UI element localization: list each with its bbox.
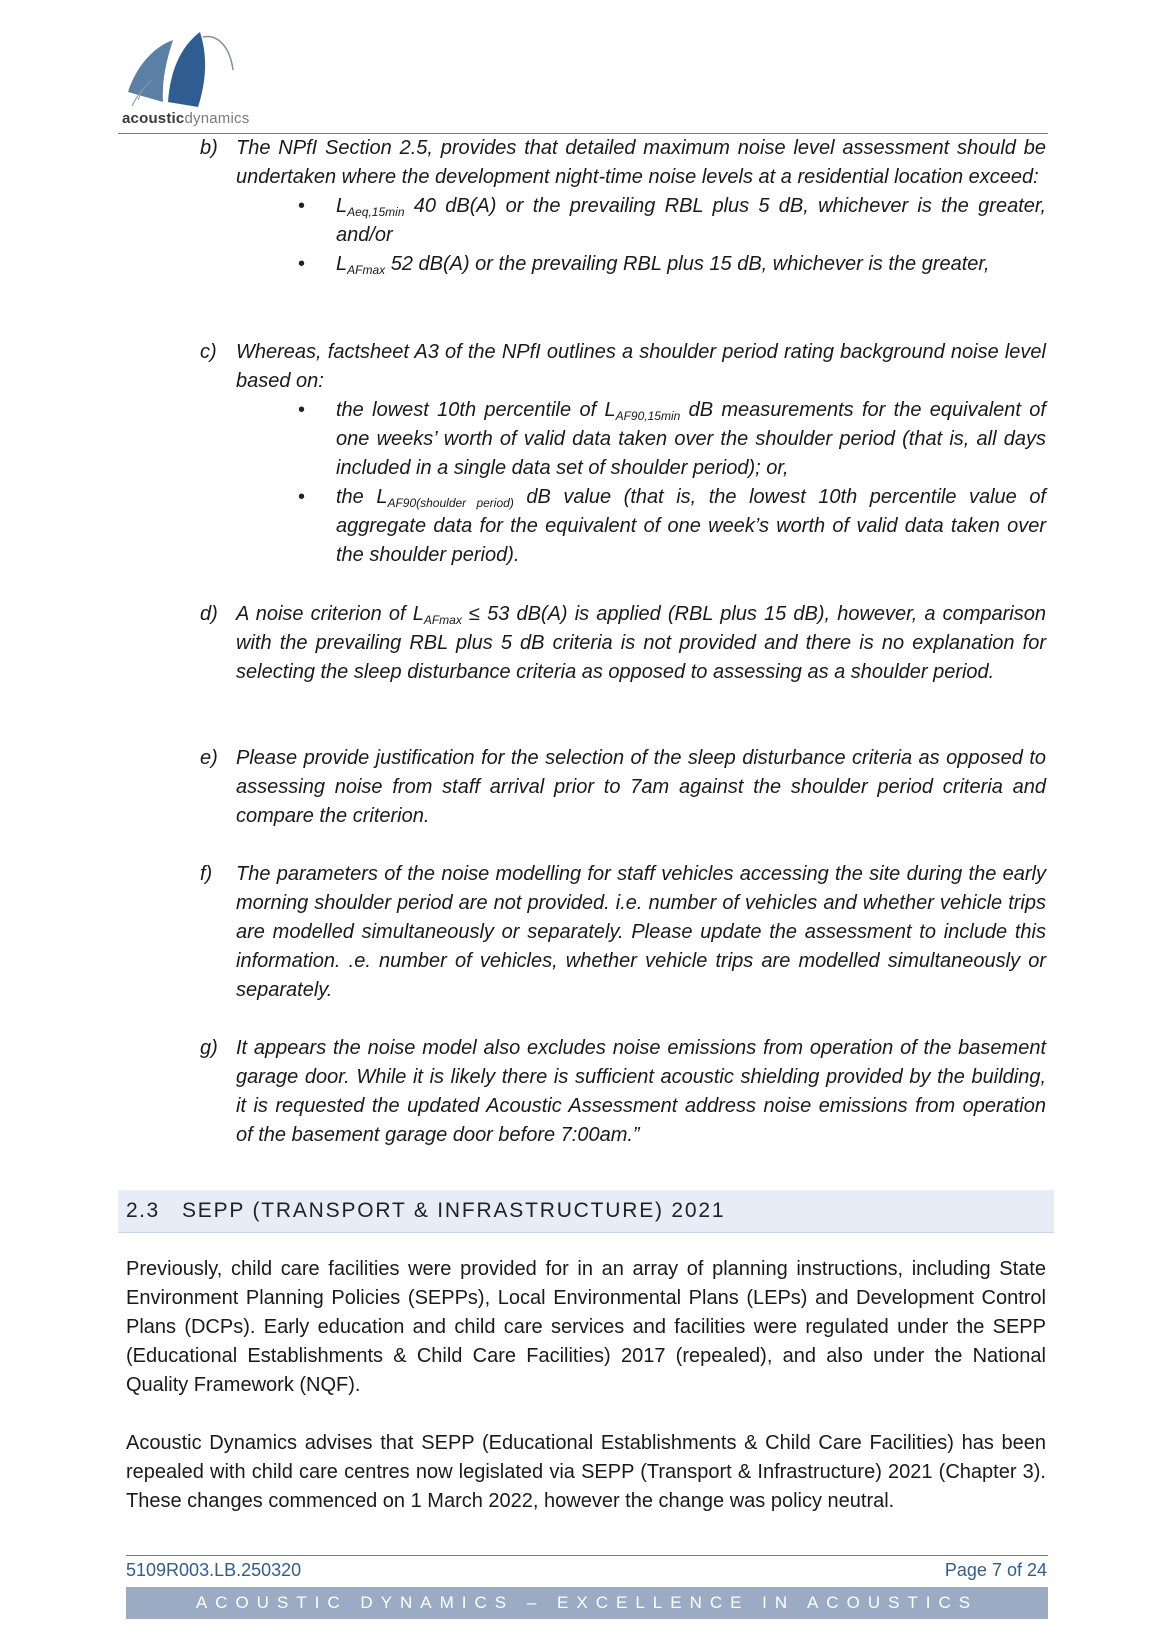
item-label: d) — [200, 603, 218, 625]
company-logo — [118, 22, 248, 132]
list-item-d — [200, 600, 1046, 687]
footer-rule — [126, 1555, 1048, 1556]
list-item-e — [200, 744, 1046, 831]
item-text: The NPfI Section 2.5, provides that detailed maximum noise level assessment should be undertaken where the development night-time noise levels at a residential location exceed: — [236, 137, 1046, 188]
page-number: Page 7 of 24 — [944, 1560, 1047, 1580]
logo-wordmark: acousticdynamics — [122, 110, 250, 127]
item-label: e) — [200, 747, 218, 769]
sails-logo-icon — [118, 22, 248, 117]
list-item-g — [200, 1034, 1046, 1150]
item-label: g) — [200, 1037, 218, 1059]
item-label: f) — [200, 863, 213, 885]
bullet-item: • the lowest 10th percentile of $L_{AF90,15min}$ dB measurements for the equivalent of one weeks’ worth of valid data taken over the shoulder period (that is, all days included in a single data set of shoulder period); or, — [336, 396, 1046, 483]
bullet-item: • the $L_{AF90(shoulder period)}$ dB value (that is, the lowest 10th percentile value of aggregate data for the equivalent of one week’s worth of valid data taken over the shoulder period). — [336, 483, 1046, 570]
bullet-item: • $L_{AFmax}$ 52 dB(A) or the prevailing RBL plus 15 dB, whichever is the greater, — [336, 250, 1046, 279]
section-heading — [118, 1190, 1054, 1233]
item-text: Please provide justification for the selection of the sleep disturbance criteria as opposed to assessing noise from staff arrival prior to 7am against the shoulder period criteria and compare the criterion. — [236, 747, 1046, 827]
bullet-item: • $L_{Aeq,15min}$ 40 dB(A) or the prevailing RBL plus 5 dB, whichever is the greater, and/or — [336, 192, 1046, 250]
footer-tagline: ACOUSTIC DYNAMICS – EXCELLENCE IN ACOUSTICS — [126, 1587, 1048, 1619]
item-text: It appears the noise model also excludes noise emissions from operation of the basement garage door. While it is likely there is sufficient acoustic shielding provided by the building, it is requested the updated Acoustic Assessment address noise emissions from operation of the basement garage door before 7:00am.” — [236, 1037, 1046, 1146]
item-text: A noise criterion of $L_{AFmax} \le 53$ dB(A) is applied (RBL plus 15 dB), however, a comparison with the prevailing RBL plus 5 dB criteria is not provided and there is no explanation for selecting the sleep disturbance criteria as opposed to assessing as a shoulder period. — [236, 603, 1046, 683]
paragraph: Previously, child care facilities were provided for in an array of planning instructions, including State Environment Planning Policies (SEPPs), Local Environmental Plans (LEPs) and Development Control Plans (DCPs). Early education and child care services and facilities were regulated under the SEPP (Educational Establishments & Child Care Facilities) 2017 (repealed), and also under the National Quality Framework (NQF). — [126, 1258, 1046, 1396]
list-item-f — [200, 860, 1046, 1005]
item-label: c) — [200, 341, 217, 363]
item-text: Whereas, factsheet A3 of the NPfI outlines a shoulder period rating background noise level based on: — [236, 341, 1046, 392]
bullet-list — [200, 396, 1046, 570]
item-label: b) — [200, 137, 218, 159]
item-text: The parameters of the noise modelling for staff vehicles accessing the site during the early morning shoulder period are not provided. i.e. number of vehicles and whether vehicle trips are modelled simultaneously or separately. Please update the assessment to include this information. .e. number of vehicles, whether vehicle trips are modelled simultaneously or separately. — [236, 863, 1046, 1001]
section-title: SEPP (TRANSPORT & INFRASTRUCTURE) 2021 — [182, 1199, 726, 1222]
bullet-list — [200, 192, 1046, 279]
document-reference: 5109R003.LB.250320 — [126, 1560, 302, 1580]
list-item-c — [200, 338, 1046, 570]
paragraph: Acoustic Dynamics advises that SEPP (Educational Establishments & Child Care Facilities) has been repealed with child care centres now legislated via SEPP (Transport & Infrastructure) 2021 (Chapter 3). These changes commenced on 1 March 2022, however the change was policy neutral. — [126, 1432, 1046, 1512]
list-item-b — [200, 134, 1046, 279]
section-number: 2.3 — [126, 1199, 160, 1222]
